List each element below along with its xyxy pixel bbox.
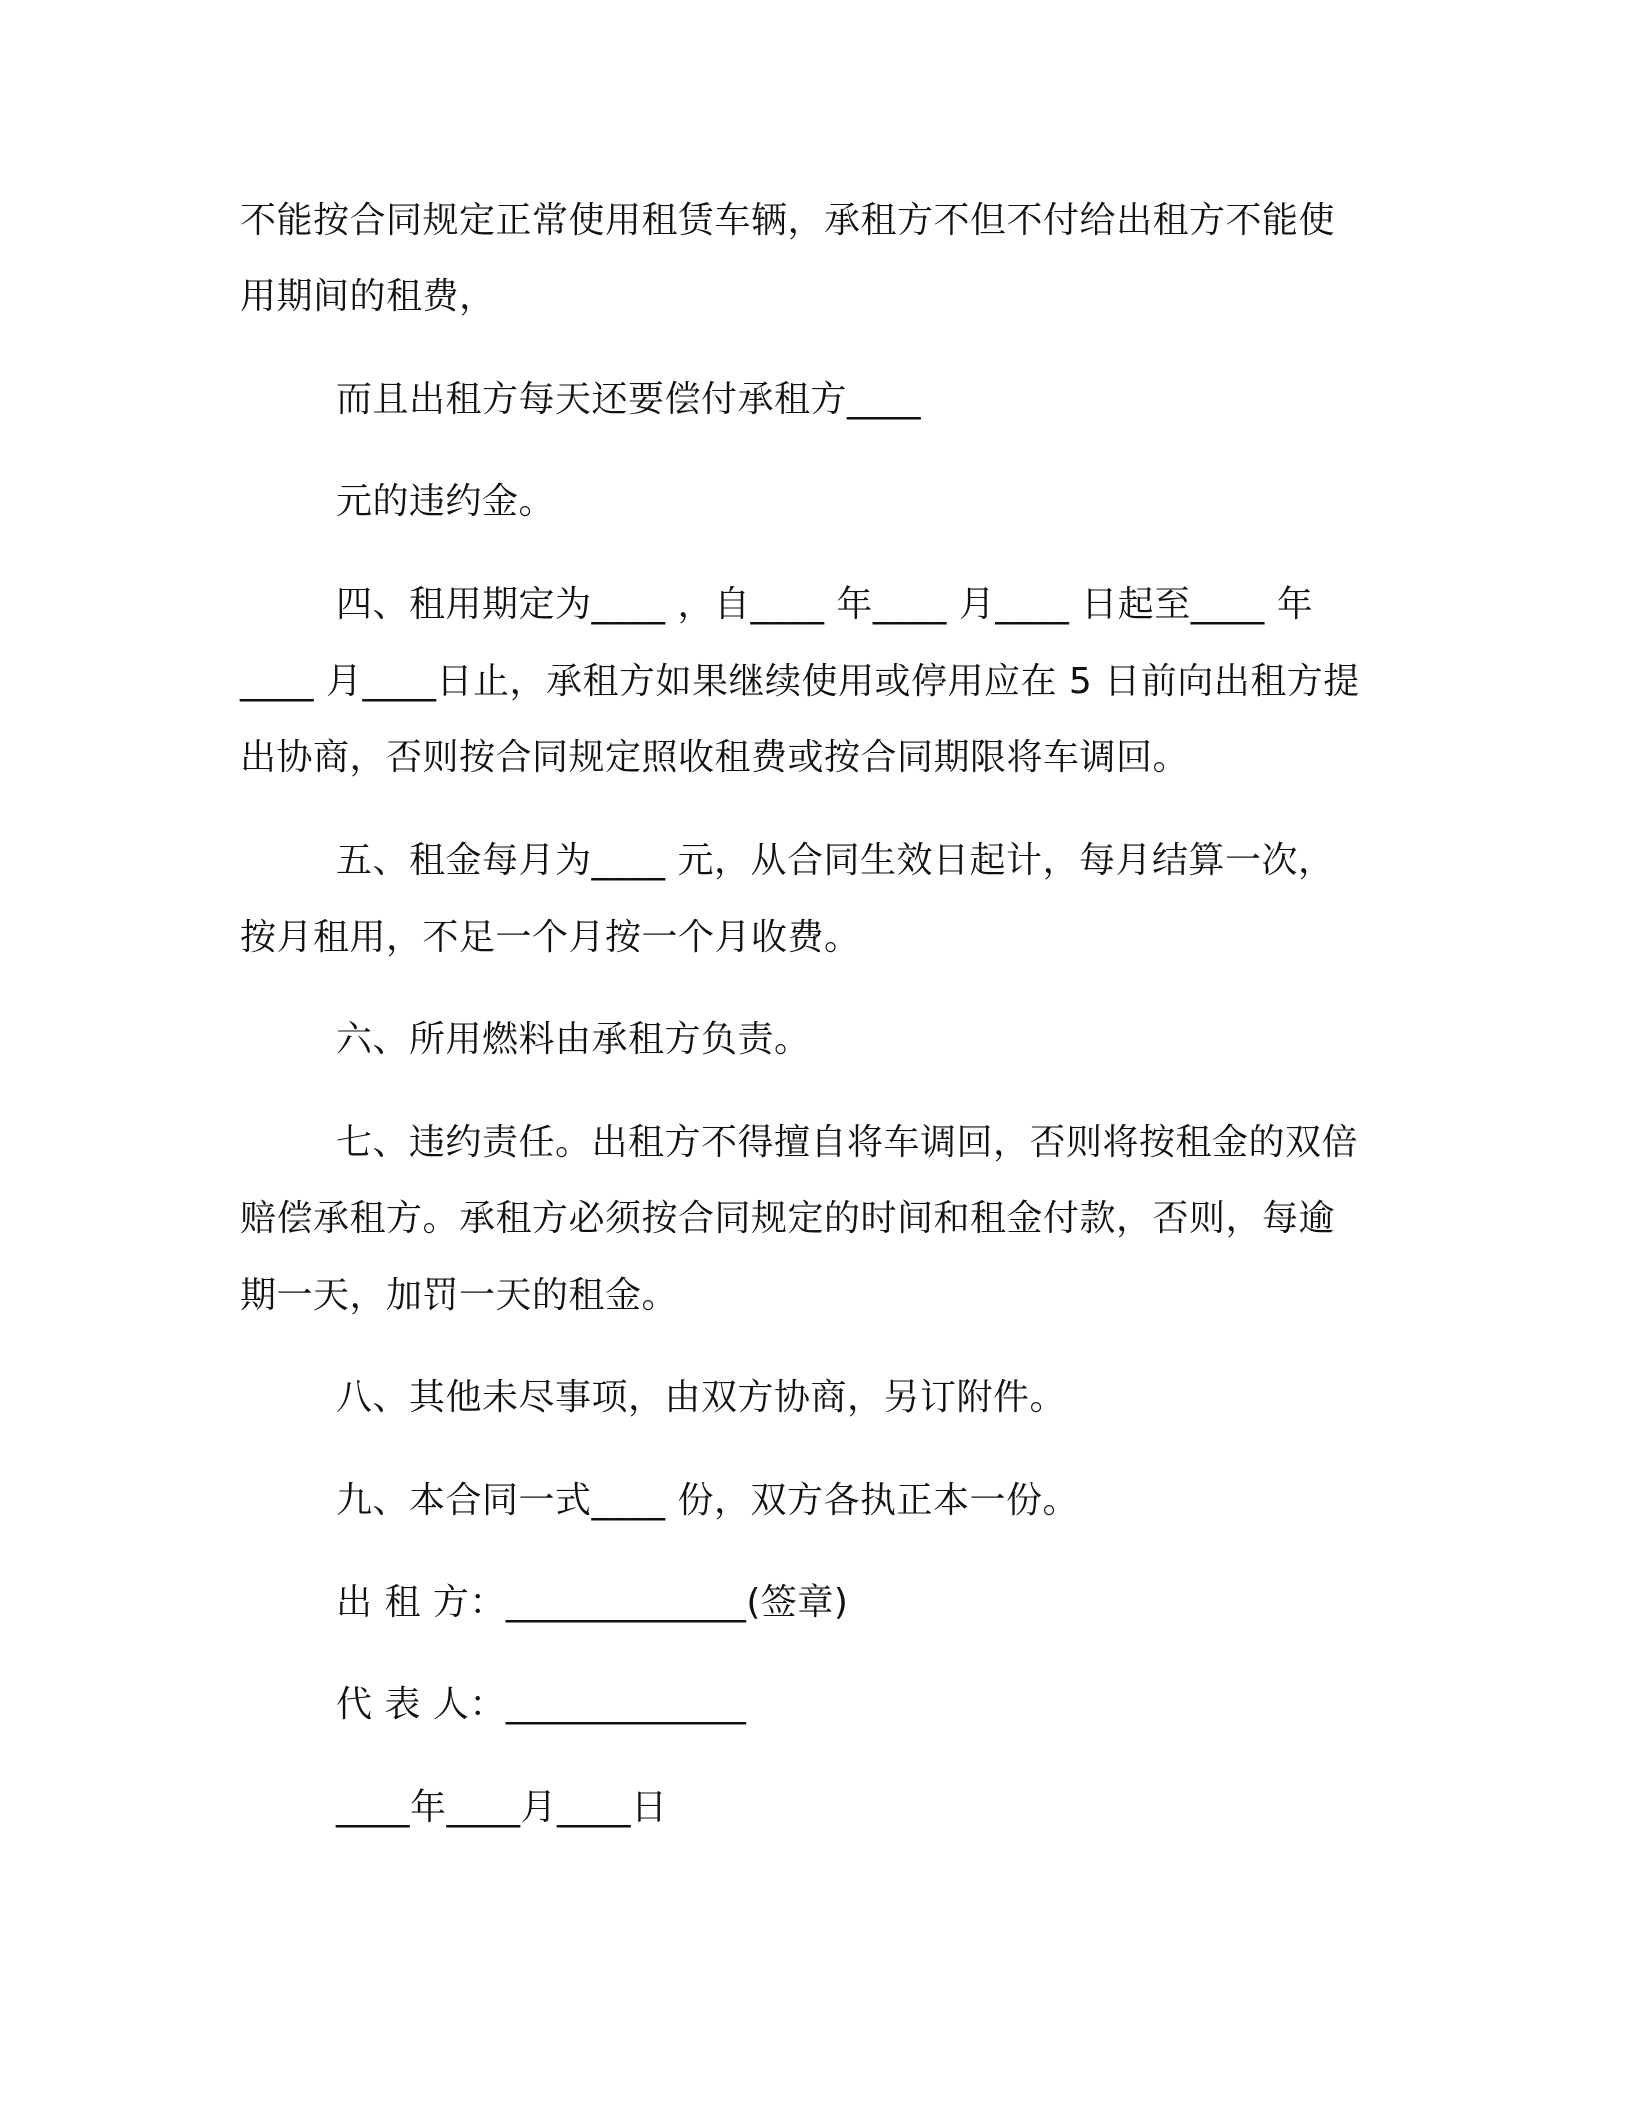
text-line: 七、违约责任。出租方不得擅自将车调回，否则将按租金的双倍 bbox=[336, 1122, 1359, 1163]
date-line: ____年____月____日 bbox=[336, 1787, 668, 1828]
text-line: 用期间的租费， bbox=[240, 276, 496, 317]
text-line: 元的违约金。 bbox=[336, 481, 556, 522]
text-line: 八、其他未尽事项，由双方协商，另订附件。 bbox=[336, 1377, 1067, 1418]
signature-line-representative: 代 表 人：_____________ bbox=[336, 1684, 747, 1725]
text-line: 五、租金每月为____ 元，从合同生效日起计，每月结算一次， bbox=[336, 840, 1335, 881]
text-line: 赔偿承租方。承租方必须按合同规定的时间和租金付款，否则，每逾 bbox=[240, 1198, 1336, 1239]
text-line: 九、本合同一式____ 份，双方各执正本一份。 bbox=[336, 1480, 1079, 1521]
text-line: 期一天，加罚一天的租金。 bbox=[240, 1275, 679, 1316]
text-line: 四、租用期定为____ ，自____ 年____ 月____ 日起至____ 年 bbox=[336, 584, 1314, 625]
text-line: 六、所用燃料由承租方负责。 bbox=[336, 1019, 811, 1060]
text-line: ____ 月____日止，承租方如果继续使用或停用应在 5 日前向出租方提 bbox=[240, 661, 1360, 702]
text-line: 而且出租方每天还要偿付承租方____ bbox=[336, 379, 922, 420]
text-line: 不能按合同规定正常使用租赁车辆，承租方不但不付给出租方不能使 bbox=[240, 200, 1336, 241]
text-line: 按月租用，不足一个月按一个月收费。 bbox=[240, 917, 861, 958]
text-line: 出协商，否则按合同规定照收租费或按合同期限将车调回。 bbox=[240, 737, 1190, 778]
signature-line-lessor: 出 租 方：_____________(签章) bbox=[336, 1582, 849, 1623]
